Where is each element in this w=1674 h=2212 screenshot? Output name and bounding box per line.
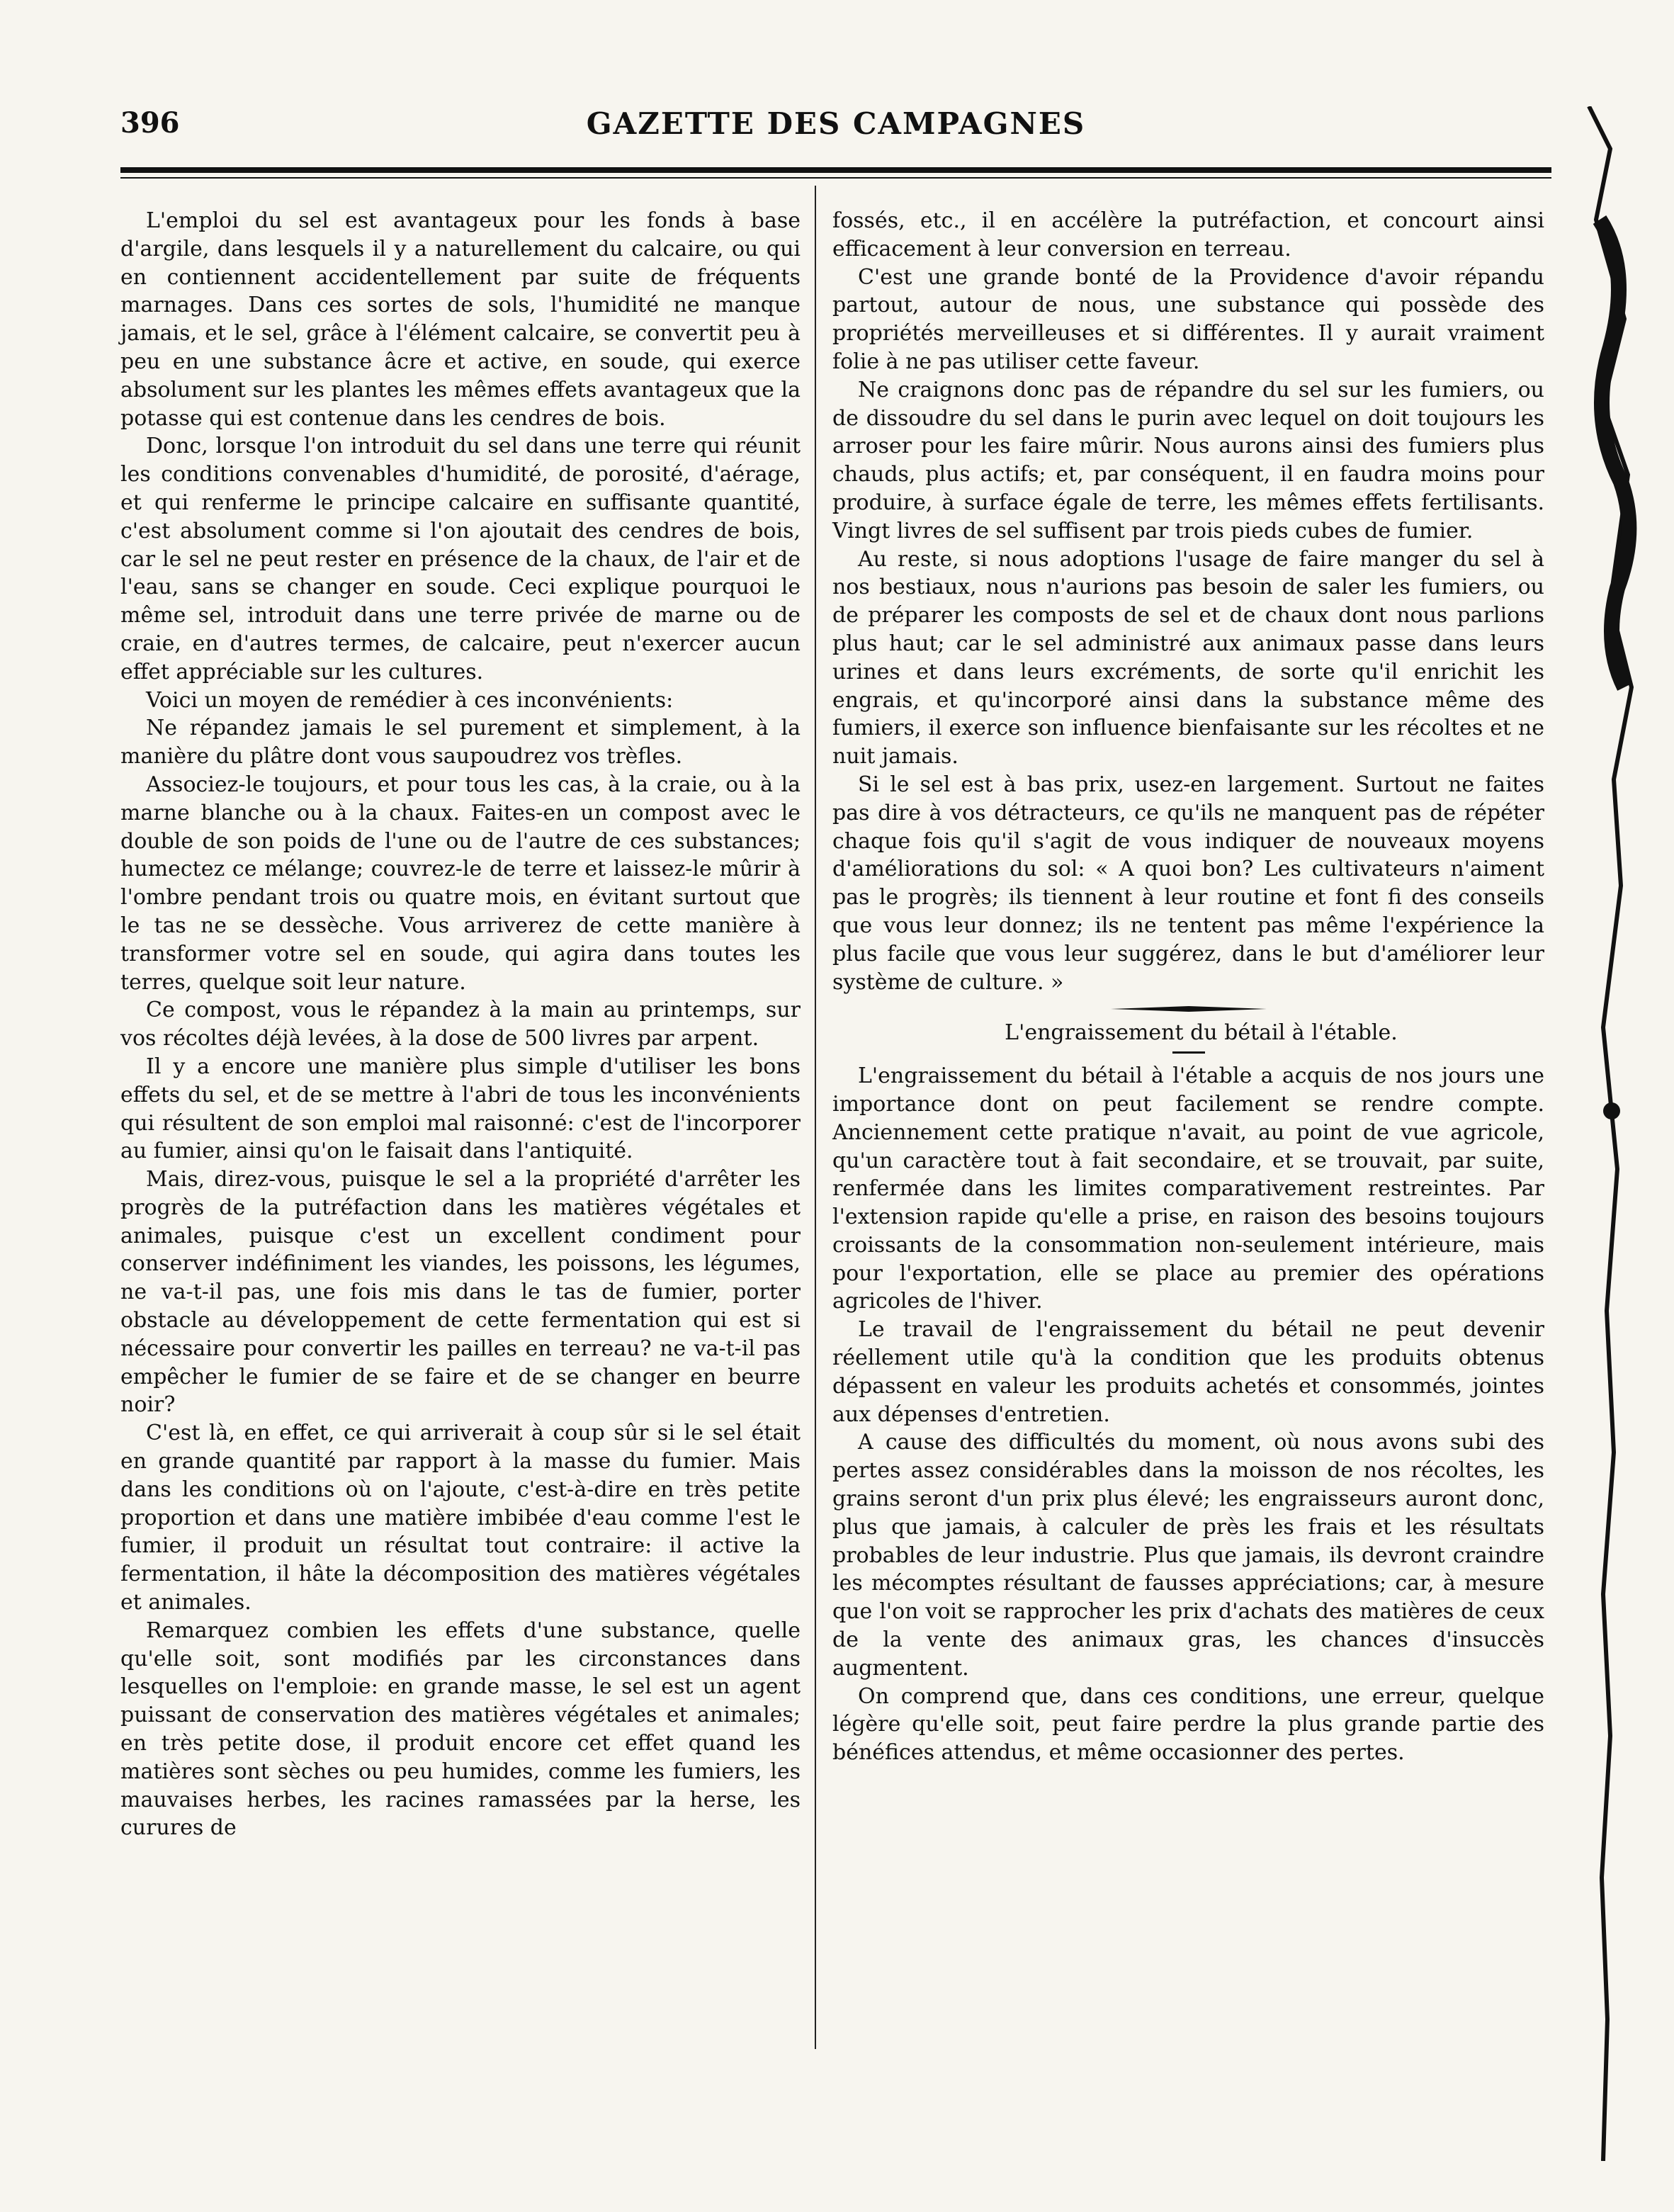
paragraph: fossés, etc., il en accélère la putréfaction, et concourt ainsi efficacement à leur conversion en terreau. [832, 208, 1544, 261]
paragraph: Associez-le toujours, et pour tous les cas, à la craie, ou à la marne blanche ou à la chaux. Faites-en un compost avec le double de son poids de l'une ou de l'autre de ces substances; humectez ce mélange; couvrez-le de terre et laissez-le mûrir à l'ombre pendant trois ou quatre mois, en évitant surtout que le tas ne se dessèche. Vous arriverez de cette manière à transformer votre sel en soude, qui agira dans toutes les terres, quelque soit leur nature. [120, 772, 801, 995]
paragraph: A cause des difficultés du moment, où nous avons subi des pertes assez considérables dans la moisson de nos récoltes, les grains seront d'un prix plus élevé; les engraisseurs auront donc, plus que jamais, à calculer de près les frais et les résultats probables de leur industrie. Plus que jamais, ils devront craindre les mécomptes résultant de fausses appréciations; car, à mesure que l'on voit se rapprocher les prix d'achats des matières de ceux de la vente des animaux gras, les chances d'insuccès augmentent. [832, 1430, 1544, 1681]
paragraph: On comprend que, dans ces conditions, une erreur, quelque légère qu'elle soit, peut faire perdre la plus grande partie des bénéfices attendus, et même occasionner des pertes. [832, 1683, 1544, 1766]
page-number: 396 [120, 106, 180, 140]
heading-underline [1172, 1051, 1205, 1054]
paragraph: Donc, lorsque l'on introduit du sel dans une terre qui réunit les conditions convenables d'humidité, de porosité, d'aérage, et qui renferme le principe calcaire en suffisante quantité, c'est absolument comme si l'on ajoutait des cendres de bois, car le sel ne peut rester en présence de la chaux, de l'air et de l'eau, sans se changer en soude. Ceci explique pourquoi le même sel, introduit dans une terre privée de marne ou de craie, en d'autres termes, de calcaire, peut n'exercer aucun effet appréciable sur les cultures. [120, 434, 801, 684]
paragraph: Le travail de l'engraissement du bétail ne peut devenir réellement utile qu'à la condition que les produits obtenus dépassent en valeur les produits achetés et consommés, jointes aux dépenses d'entretien. [832, 1317, 1544, 1427]
paragraph: Si le sel est à bas prix, usez-en largement. Surtout ne faites pas dire à vos détracteurs, ce qu'ils ne manquent pas de répéter chaque fois qu'il s'agit de vous indiquer de nouveaux moyens d'améliorations du sol: « A quoi bon? Les cultivateurs n'aiment pas le progrès; ils tiennent à leur routine et font fi des conseils que vous leur donnez; ils ne tentent pas même l'expérience la plus facile que vous leur suggérez, dans le but d'améliorer leur système de culture. » [832, 772, 1544, 995]
section-ornament [1111, 1006, 1267, 1012]
paragraph: Ne répandez jamais le sel purement et simplement, à la manière du plâtre dont vous saupoudrez vos trèfles. [120, 716, 801, 769]
paragraph: Au reste, si nous adoptions l'usage de faire manger du sel à nos bestiaux, nous n'aurions pas besoin de saler les fumiers, ou de préparer les composts de sel et de chaux dont nous parlions plus haut; car le sel administré aux animaux passe dans leurs urines et dans leurs excréments, de sorte qu'il enrichit les engrais, et qu'incorporé ainsi dans la substance même des fumiers, il exerce son influence bienfaisante sur les récoltes et ne nuit jamais. [832, 546, 1544, 769]
paragraph: Mais, direz-vous, puisque le sel a la propriété d'arrêter les progrès de la putréfaction dans les matières végétales et animales, puisque c'est un excellent condiment pour conserver indéfiniment les viandes, les poissons, les légumes, ne va-t-il pas, une fois mis dans le tas de fumier, porter obstacle au développement de cette fermentation qui est si nécessaire pour convertir les pailles en terreau? ne va-t-il pas empêcher le fumier de se faire et de se changer en beurre noir? [120, 1167, 801, 1418]
paragraph: L'emploi du sel est avantageux pour les fonds à base d'argile, dans lesquels il y a naturellement du calcaire, ou qui en contiennent accidentellement par suite de fréquents marnages. Dans ces sortes de sols, l'humidité ne manque jamais, et le sel, grâce à l'élément calcaire, se convertit peu à peu en une substance âcre et active, en soude, qui exerce absolument sur les plantes les mêmes effets avantageux que la potasse qui est contenue dans les cendres de bois. [120, 208, 801, 431]
left-column [120, 207, 801, 1842]
journal-title: GAZETTE DES CAMPAGNES [586, 106, 1086, 141]
paragraph: Remarquez combien les effets d'une substance, quelle qu'elle soit, sont modifiés par les circonstances dans lesquelles on l'emploie: en grande masse, le sel est un agent puissant de conservation des matières végétales et animales; en très petite dose, il produit encore cet effet quand les matières sont sèches ou peu humides, comme les fumiers, les mauvaises herbes, les racines ramassées par la herse, les curures de [120, 1618, 801, 1841]
paragraph: Il y a encore une manière plus simple d'utiliser les bons effets du sel, et de se mettre à l'abri de tous les inconvénients qui résultent de son emploi mal raisonné: c'est de l'incorporer au fumier, ainsi qu'on le faisait dans l'antiquité. [120, 1054, 801, 1164]
column-divider [815, 186, 816, 2049]
page-header [120, 106, 1551, 156]
paragraph: C'est une grande bonté de la Providence d'avoir répandu partout, autour de nous, une substance qui possède des propriétés merveilleuses et si différentes. Il y aurait vraiment folie à ne pas utiliser cette faveur. [832, 264, 1544, 374]
paragraph: Voici un moyen de remédier à ces inconvénients: [146, 687, 674, 713]
paragraph: C'est là, en effet, ce qui arriverait à coup sûr si le sel était en grande quantité par rapport à la masse du fumier. Mais dans les conditions où on l'ajoute, c'est-à-dire en très petite proportion et dans une matière imbibée d'eau comme l'est le fumier, il produit un résultat tout contraire: il active la fermentation, il hâte la décomposition des matières végétales et animales. [120, 1421, 801, 1615]
page-edge-stain [1561, 106, 1646, 2161]
header-rule-thick [120, 167, 1551, 173]
paragraph: Ce compost, vous le répandez à la main au printemps, sur vos récoltes déjà levées, à la dose de 500 livres par arpent. [120, 998, 801, 1051]
right-column [832, 207, 1544, 1767]
section-heading: L'engraissement du bétail à l'étable. [1005, 1020, 1398, 1046]
paragraph: Ne craignons donc pas de répandre du sel sur les fumiers, ou de dissoudre du sel dans le purin avec lequel on doit toujours les arroser pour les faire mûrir. Nous aurons ainsi des fumiers plus chauds, plus actifs; et, par conséquent, il en faudra moins pour produire, à surface égale de terre, les mêmes effets fertilisants. Vingt livres de sel suffisent par trois pieds cubes de fumier. [832, 377, 1544, 543]
header-rule-thin [120, 177, 1551, 179]
paragraph: L'engraissement du bétail à l'étable a acquis de nos jours une importance dont on peut facilement se rendre compte. Anciennement cette pratique n'avait, au point de vue agricole, qu'un caractère tout à fait secondaire, et se trouvait, par suite, renfermée dans les limites comparativement restreintes. Par l'extension rapide qu'elle a prise, en raison des besoins toujours croissants de la consommation non-seulement intérieure, mais pour l'exportation, elle se place au premier des opérations agricoles de l'hiver. [832, 1063, 1544, 1314]
